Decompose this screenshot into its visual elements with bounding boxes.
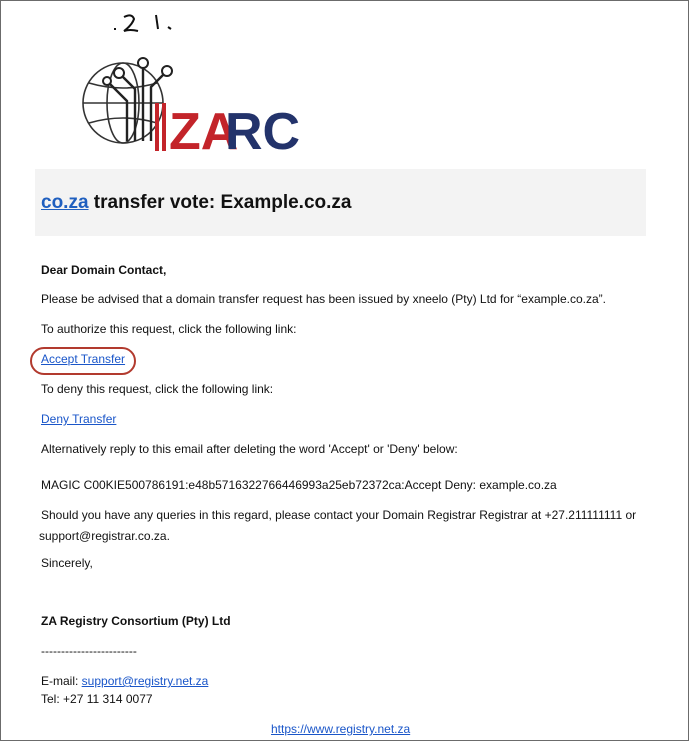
deny-transfer-link[interactable]: Deny Transfer [41, 412, 117, 426]
advisory-text: Please be advised that a domain transfer request has been issued by xneelo (Pty) Ltd for “example.co.za”. [41, 292, 606, 306]
support-email-link[interactable]: support@registry.net.za [81, 674, 209, 688]
zarc-logo [73, 41, 301, 161]
subject-title [41, 192, 351, 214]
website-link[interactable]: https://www.registry.net.za [271, 722, 411, 736]
accept-transfer-link[interactable]: Accept Transfer [41, 352, 126, 366]
registrar-support-email: support@registrar.co.za. [39, 529, 170, 543]
logo-za-text: ZA [169, 103, 239, 161]
company-name: ZA Registry Consortium (Pty) Ltd [41, 614, 231, 628]
telephone-line: Tel: +27 11 314 0077 [41, 692, 153, 706]
sincerely-text: Sincerely, [41, 556, 93, 570]
co-za-link[interactable]: co.za [41, 192, 89, 213]
email-label: E-mail: [41, 674, 82, 688]
logo-rc-text: RC [225, 103, 301, 161]
subject-domain: Example.co.za [220, 192, 352, 213]
queries-text: Should you have any queries in this regard, please contact your Domain Registrar Registrar at +27.211111111 or [41, 508, 637, 522]
alternatively-text: Alternatively reply to this email after deleting the word 'Accept' or 'Deny' below: [41, 442, 458, 456]
greeting: Dear Domain Contact, [41, 263, 167, 277]
handwritten-scribble [106, 9, 186, 35]
signature-divider: ------------------------ [41, 644, 137, 658]
authorize-text: To authorize this request, click the following link: [41, 322, 297, 336]
email-line [41, 674, 208, 689]
subject-banner [35, 169, 646, 236]
deny-text: To deny this request, click the following link: [41, 382, 274, 396]
subject-mid: transfer vote: [88, 192, 221, 213]
magic-cookie-text: MAGIC C00KIE500786191:e48b5716322766446993a25eb72372ca:Accept Deny: example.co.za [41, 478, 557, 492]
